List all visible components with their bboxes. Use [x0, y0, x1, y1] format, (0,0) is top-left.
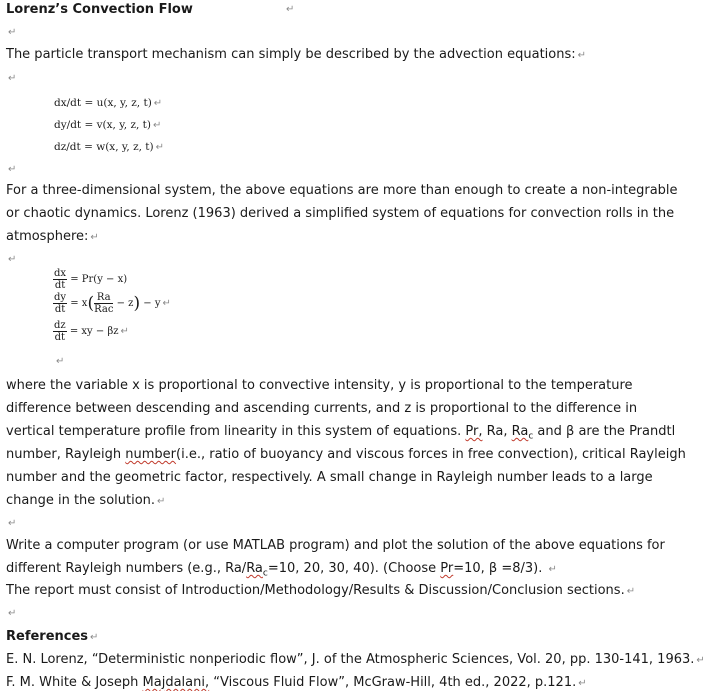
paragraph-line: atmosphere: ↵ — [6, 229, 99, 244]
reference-item: E. N. Lorenz, “Deterministic nonperiodic flow”, J. of the Atmospheric Sciences, Vol. 20, pp. 130-141, 1963. ↵ — [6, 652, 705, 667]
derivative-fraction: $\frac{dz}{dt}$ — [54, 320, 66, 343]
advection-equation-x: dx/dt = u(x, y, z, t) ↵ — [54, 97, 163, 109]
paragraph-mark: ↵ — [548, 564, 557, 575]
paragraph-mark: ↵ — [696, 655, 705, 666]
paragraph-mark: ↵ — [8, 518, 17, 529]
reference-item: F. M. White & Joseph Majdalani, “Viscous Fluid Flow”, McGraw-Hill, 4th ed., 2022, p.121. ↵ — [6, 675, 587, 690]
paragraph-line: number, Rayleigh number(i.e., ratio of buoyancy and viscous forces in free convection), critical Rayleigh — [6, 447, 686, 462]
paragraph-mark: ↵ — [155, 142, 165, 153]
paragraph-mark: ↵ — [8, 73, 17, 84]
paragraph-line: difference between descending and ascending currents, and z is proportional to the difference in — [6, 401, 638, 416]
references-heading: References ↵ — [6, 629, 99, 644]
derivative-fraction: $\frac{dx}{dt}$ — [54, 268, 67, 291]
paragraph-mark: ↵ — [577, 50, 587, 61]
paragraph-line: vertical temperature profile from linearity in this system of equations. Pr, Ra, $Ra_c$ and β are the Prandtl — [6, 424, 676, 442]
paragraph-line: For a three-dimensional system, the above equations are more than enough to create a non-integrable — [6, 183, 678, 198]
lorenz-equation-2: $\frac{dy}{dt}$ = x( $\frac{Ra}{\text{Rac}}$ − z) − y ↵ — [54, 292, 171, 315]
paragraph-mark: ↵ — [90, 632, 99, 643]
paragraph-mark: ↵ — [120, 326, 129, 337]
paragraph-line: where the variable x is proportional to convective intensity, y is proportional to the temperature — [6, 378, 633, 393]
paragraph-mark: ↵ — [626, 586, 636, 597]
lorenz-equation-1: $\frac{dx}{dt}$ = Pr(y − x) — [54, 268, 128, 291]
paragraph-mark: ↵ — [8, 27, 17, 38]
advection-equation-y: dy/dt = v(x, y, z, t) ↵ — [54, 119, 162, 131]
paragraph-mark: ↵ — [157, 496, 166, 507]
lorenz-equation-3: $\frac{dz}{dt}$ = xy − βz ↵ — [54, 320, 129, 343]
paragraph-mark: ↵ — [162, 298, 171, 309]
paragraph-mark: ↵ — [153, 98, 163, 109]
paragraph-mark: ↵ — [56, 356, 65, 367]
paragraph-mark: ↵ — [8, 608, 17, 619]
paragraph-line: number and the geometric factor, respectively. A small change in Rayleigh number leads to a large — [6, 470, 653, 485]
intro-paragraph: The particle transport mechanism can simply be described by the advection equations: ↵ — [6, 47, 587, 62]
paragraph-mark: ↵ — [578, 678, 587, 689]
paragraph-mark: ↵ — [286, 4, 295, 15]
derivative-fraction: $\frac{dy}{dt}$ — [54, 292, 67, 315]
advection-equation-z: dz/dt = w(x, y, z, t) ↵ — [54, 141, 165, 153]
paragraph-mark: ↵ — [152, 120, 162, 131]
paragraph-mark: ↵ — [90, 232, 99, 243]
paragraph-line: different Rayleigh numbers (e.g., $Ra/Ra_c=10$, 20, 30, 40). (Choose Pr=10, β =8/3). ↵ — [6, 561, 557, 579]
rayleigh-fraction: $\frac{Ra}{\text{Rac}}$ — [94, 292, 114, 315]
paragraph-line: The report must consist of Introduction/Methodology/Results & Discussion/Conclusion sections. ↵ — [6, 583, 636, 598]
paragraph-line: or chaotic dynamics. Lorenz (1963) derived a simplified system of equations for convection rolls in the — [6, 206, 675, 221]
page-title: Lorenz’s Convection Flow — [6, 2, 193, 17]
paragraph-mark: ↵ — [8, 164, 17, 175]
paragraph-line: Write a computer program (or use MATLAB program) and plot the solution of the above equations for — [6, 538, 665, 553]
paragraph-line: change in the solution. ↵ — [6, 493, 166, 508]
paragraph-mark: ↵ — [8, 254, 17, 265]
